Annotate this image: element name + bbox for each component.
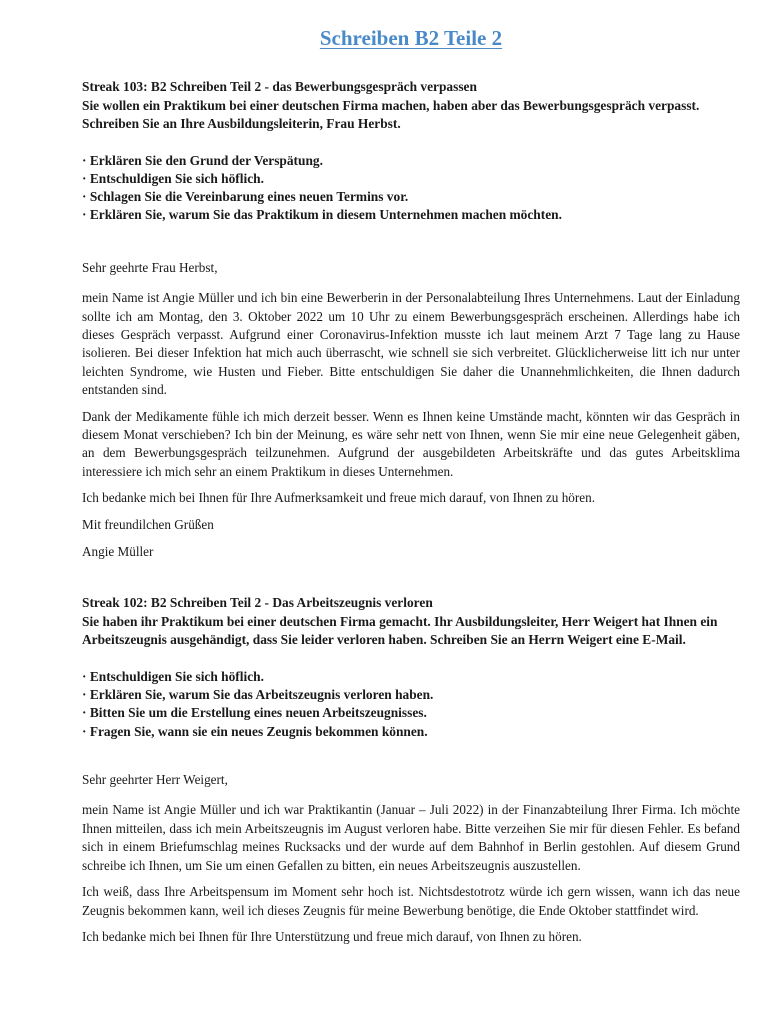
task-bullet-list [82, 152, 740, 225]
task-bullet: · Schlagen Sie die Vereinbarung eines neuen Termins vor. [82, 189, 409, 205]
section-spacer [82, 570, 740, 594]
task-section-1 [82, 78, 740, 561]
task-bullet: · Entschuldigen Sie sich höflich. [82, 668, 264, 684]
letter-closing: Mit freundilchen Grüßen [82, 516, 214, 532]
task-bullet-list [82, 668, 740, 741]
letter-paragraph: mein Name ist Angie Müller und ich war Praktikantin (Januar – Juli 2022) in der Finanzabteilung Ihrer Firma. Ich möchte Ihnen mitteilen, dass ich mein Arbeitszeugnis im August verloren habe. Bitte verzeihen Sie mir für diesen Fehler. Es befand sich in einem Briefumschlag meines Rucksacks und der wurde auf dem Bahnhof in Berlin gestohlen. Auf diesem Grund schreibe ich Ihnen, um Sie um einen Gefallen zu bitten, ein neues Arbeitszeugnis auszustellen. [82, 802, 740, 873]
task-instruction: Sie haben ihr Praktikum bei einer deutschen Firma gemacht. Ihr Ausbildungsleiter, Herr Weigert hat Ihnen ein Arbeitszeugnis ausgehändigt, dass Sie leider verloren haben. Schreiben Sie an Herrn Weigert eine E-Mail. [82, 613, 718, 648]
task-section-2 [82, 594, 740, 946]
task-bullet: · Bitten Sie um die Erstellung eines neuen Arbeitszeugnisses. [82, 705, 427, 721]
task-heading: Streak 103: B2 Schreiben Teil 2 - das Bewerbungsgespräch verpassen [82, 79, 477, 94]
letter-body [82, 771, 740, 946]
document-page [82, 24, 740, 954]
letter-body [82, 259, 740, 562]
task-bullet: · Erklären Sie, warum Sie das Praktikum in diesem Unternehmen machen möchten. [82, 207, 562, 223]
task-instruction: Sie wollen ein Praktikum bei einer deutschen Firma machen, haben aber das Bewerbungsgespräch verpasst. Schreiben Sie an Ihre Ausbildungsleiterin, Frau Herbst. [82, 97, 700, 131]
letter-salutation: Sehr geehrte Frau Herbst, [82, 259, 218, 275]
task-heading: Streak 102: B2 Schreiben Teil 2 - Das Arbeitszeugnis verloren [82, 595, 433, 611]
letter-salutation: Sehr geehrter Herr Weigert, [82, 772, 228, 788]
letter-paragraph: Ich bedanke mich bei Ihnen für Ihre Aufmerksamkeit und freue mich darauf, von Ihnen zu hören. [82, 490, 596, 506]
letter-paragraph: mein Name ist Angie Müller und ich bin eine Bewerberin in der Personalabteilung Ihres Unternehmens. Laut der Einladung sollte ich am Montag, den 3. Oktober 2022 um 10 Uhr zu einem Bewerbungsgespräch erscheinen. Allerdings habe ich dieses Gespräch verpasst. Aufgrund einer Coronavirus-Infektion musste ich laut meinem Arzt 7 Tage lang zu Hause isolieren. Bei dieser Infektion hat mich auch überrascht, wie schnell sie sich verbreitet. Glücklicherweise litt ich nur unter leichten Syndrome, wie Husten und Fieber. Bitte entschuldigen Sie daher die Unannehmlichkeiten, die Ihnen dadurch entstanden sind. [82, 290, 740, 398]
task-bullet: · Erklären Sie, warum Sie das Arbeitszeugnis verloren haben. [82, 687, 434, 703]
letter-paragraph: Ich weiß, dass Ihre Arbeitspensum im Moment sehr hoch ist. Nichtsdestotrotz würde ich gern wissen, wann ich das neue Zeugnis bekommen kann, weil ich dieses Zeugnis für meine Bewerbung benötige, die Ende Oktober stattfindet wird. [82, 884, 740, 918]
task-bullet: · Entschuldigen Sie sich höflich. [82, 170, 264, 186]
document-title[interactable]: Schreiben B2 Teile 2 [319, 26, 503, 50]
task-bullet: · Fragen Sie, wann sie ein neues Zeugnis bekommen können. [82, 723, 428, 739]
letter-paragraph: Ich bedanke mich bei Ihnen für Ihre Unterstützung und freue mich darauf, von Ihnen zu hören. [82, 928, 582, 944]
letter-signature: Angie Müller [82, 543, 154, 559]
task-bullet: · Erklären Sie den Grund der Verspätung. [82, 152, 323, 168]
letter-paragraph: Dank der Medikamente fühle ich mich derzeit besser. Wenn es Ihnen keine Umstände macht, könnten wir das Gespräch in diesem Monat verschieben? Ich bin der Meinung, es wäre sehr nett von Ihnen, wenn Sie mir eine neue Gelegenheit gäben, an dem Bewerbungsgespräch teilzunehmen. Aufgrund der ausgebildeten Arbeitskräfte und das gutes Arbeitsklima interessiere ich mich sehr an einem Praktikum in dieses Unternehmen. [82, 408, 740, 479]
